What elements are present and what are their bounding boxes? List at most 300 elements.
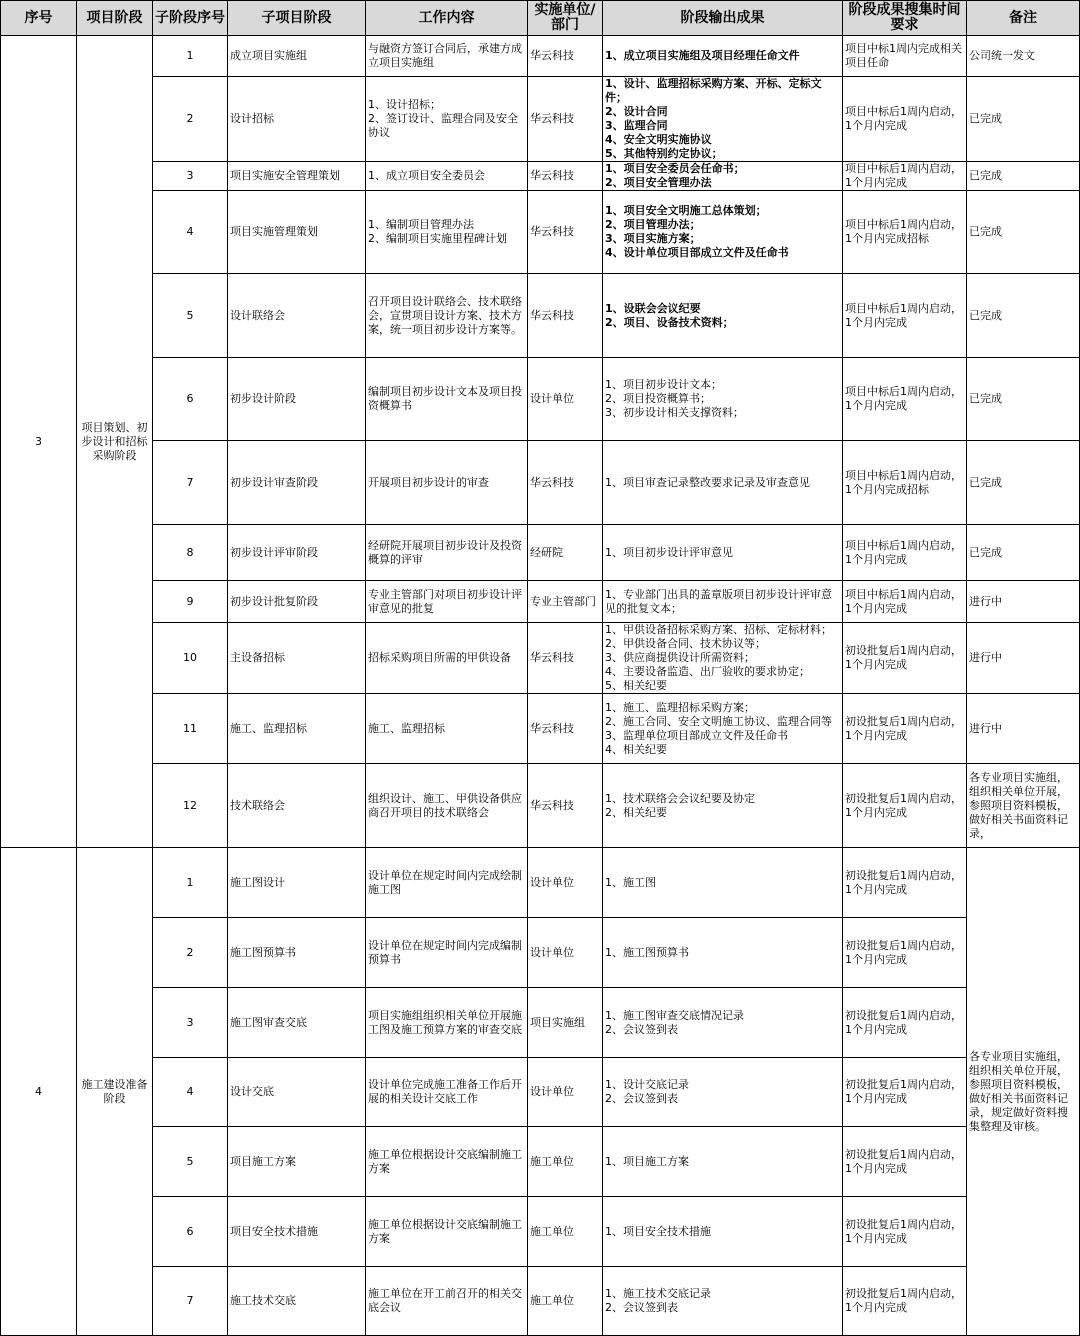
unit-cell bbox=[528, 1267, 603, 1336]
header-phase: 项目阶段 bbox=[77, 1, 153, 36]
header-sub-phase: 子项目阶段 bbox=[228, 1, 366, 36]
time-requirement-cell-line: 初设批复后1周内启动，1个月内完成 bbox=[845, 938, 962, 966]
time-requirement-cell bbox=[843, 525, 967, 581]
output-cell-line: 2、项目、设备技术资料； bbox=[605, 315, 734, 329]
table-row bbox=[1, 358, 1080, 441]
unit-cell-line: 华云科技 bbox=[530, 169, 574, 182]
sub-seq-cell-line: 5 bbox=[186, 308, 194, 322]
work-content-cell-line: 开展项目初步设计的审查 bbox=[368, 475, 489, 489]
time-requirement-cell bbox=[843, 581, 967, 623]
output-cell-line: 3、项目实施方案； bbox=[605, 232, 701, 245]
sub-phase-cell bbox=[228, 358, 366, 441]
sub-phase-cell-line: 施工图审查交底 bbox=[230, 1015, 307, 1029]
sub-phase-cell-line: 初步设计批复阶段 bbox=[230, 594, 318, 608]
work-content-cell-line: 专业主管部门对项目初步设计评审意见的批复 bbox=[368, 587, 522, 615]
header-output: 阶段输出成果 bbox=[603, 1, 843, 36]
table-row bbox=[1, 918, 1080, 988]
unit-cell bbox=[528, 36, 603, 77]
unit-cell-line: 施工单位 bbox=[530, 1154, 574, 1168]
output-cell-line: 2、会议签到表 bbox=[605, 1301, 678, 1314]
output-cell-line: 5、相关纪要 bbox=[605, 679, 667, 692]
sub-phase-cell bbox=[228, 274, 366, 358]
output-cell bbox=[603, 525, 843, 581]
work-content-cell-line: 2、编制项目实施里程碑计划 bbox=[368, 232, 507, 245]
note-cell-line: 公司统一发文 bbox=[969, 49, 1035, 62]
work-content-cell bbox=[366, 623, 528, 694]
sub-seq-cell bbox=[153, 525, 228, 581]
work-content-cell bbox=[366, 581, 528, 623]
sub-phase-cell-line: 施工图设计 bbox=[230, 875, 285, 889]
output-cell-line: 2、项目管理办法； bbox=[605, 218, 701, 231]
time-requirement-cell-line: 初设批复后1周内启动，1个月内完成 bbox=[845, 1147, 962, 1175]
unit-cell-line: 经研院 bbox=[530, 545, 563, 559]
time-requirement-cell bbox=[843, 623, 967, 694]
table-row bbox=[1, 1058, 1080, 1127]
work-content-cell bbox=[366, 36, 528, 77]
work-content-cell bbox=[366, 848, 528, 918]
unit-cell-line: 施工单位 bbox=[530, 1224, 574, 1238]
unit-cell bbox=[528, 918, 603, 988]
sub-phase-cell bbox=[228, 1197, 366, 1267]
work-content-cell-line: 设计单位完成施工准备工作后开展的相关设计交底工作 bbox=[368, 1078, 522, 1105]
time-requirement-cell bbox=[843, 1197, 967, 1267]
work-content-cell-line: 施工单位在开工前召开的相关交底会议 bbox=[368, 1287, 522, 1314]
time-requirement-cell-line: 初设批复后1周内启动，1个月内完成 bbox=[845, 1217, 962, 1245]
sub-phase-cell bbox=[228, 988, 366, 1058]
output-cell-line: 1、成立项目实施组及项目经理任命文件 bbox=[605, 49, 800, 62]
work-content-cell bbox=[366, 77, 528, 162]
work-content-cell bbox=[366, 988, 528, 1058]
note-cell-line: 各专业项目实施组，组织相关单位开展，参照项目资料模板，做好相关书面资料记录，规定做好资料搜集整理及审核。 bbox=[969, 1049, 1068, 1133]
sub-seq-cell-line: 4 bbox=[186, 1085, 194, 1098]
work-content-cell-line: 组织设计、施工、甲供设备供应商召开项目的技术联络会 bbox=[368, 791, 522, 819]
sub-seq-cell bbox=[153, 77, 228, 162]
header-work-content: 工作内容 bbox=[366, 1, 528, 36]
sub-phase-cell-line: 项目施工方案 bbox=[230, 1154, 296, 1168]
work-content-cell bbox=[366, 274, 528, 358]
phase-cell-line: 项目策划、初步设计和招标采购阶段 bbox=[81, 420, 148, 462]
output-cell-line: 1、项目初步设计评审意见 bbox=[605, 545, 733, 559]
output-cell bbox=[603, 694, 843, 764]
sub-phase-cell-line: 初步设计评审阶段 bbox=[230, 545, 318, 559]
work-content-cell-line: 1、设计招标； bbox=[368, 98, 441, 111]
time-requirement-cell-line: 项目中标后1周内启动，1个月内完成 bbox=[845, 385, 962, 412]
unit-cell-line: 华云科技 bbox=[530, 112, 574, 125]
sub-phase-cell bbox=[228, 525, 366, 581]
unit-cell-line: 华云科技 bbox=[530, 721, 574, 735]
sub-seq-cell bbox=[153, 1197, 228, 1267]
table-row bbox=[1, 191, 1080, 274]
sub-seq-cell bbox=[153, 1058, 228, 1127]
sub-phase-cell-line: 施工、监理招标 bbox=[230, 721, 307, 735]
work-content-cell-line: 2、签订设计、监理合同及安全协议 bbox=[368, 112, 518, 139]
sub-phase-cell-line: 项目实施管理策划 bbox=[230, 225, 318, 238]
output-cell-line: 1、施工图审查交底情况记录 bbox=[605, 1008, 744, 1022]
output-cell-line: 4、设计单位项目部成立文件及任命书 bbox=[605, 246, 789, 259]
sub-seq-cell bbox=[153, 623, 228, 694]
output-cell-line: 1、技术联络会会议纪要及协定 bbox=[605, 791, 755, 805]
output-cell-line: 4、主要设备监造、出厂验收的要求协定； bbox=[605, 665, 810, 678]
sub-seq-cell bbox=[153, 918, 228, 988]
output-cell bbox=[603, 764, 843, 848]
output-cell-line: 1、施工图 bbox=[605, 875, 656, 889]
table-row bbox=[1, 36, 1080, 77]
work-content-cell bbox=[366, 525, 528, 581]
output-cell bbox=[603, 988, 843, 1058]
unit-cell-line: 华云科技 bbox=[530, 798, 574, 812]
output-cell-line: 3、监理单位项目部成立文件及任命书 bbox=[605, 728, 788, 742]
work-content-cell bbox=[366, 764, 528, 848]
work-content-cell bbox=[366, 1197, 528, 1267]
output-cell-line: 2、会议签到表 bbox=[605, 1092, 678, 1105]
sub-phase-cell-line: 设计交底 bbox=[230, 1085, 274, 1098]
unit-cell-line: 设计单位 bbox=[530, 1085, 574, 1098]
sub-phase-cell-line: 技术联络会 bbox=[230, 798, 285, 812]
output-cell-line: 1、设计、监理招标采购方案、开标、定标文件； bbox=[605, 77, 822, 104]
unit-cell bbox=[528, 764, 603, 848]
sub-phase-cell-line: 成立项目实施组 bbox=[230, 49, 307, 62]
sub-seq-cell bbox=[153, 441, 228, 525]
seq-cell-line: 3 bbox=[35, 434, 42, 448]
sub-seq-cell-line: 2 bbox=[186, 112, 194, 125]
sub-seq-cell bbox=[153, 162, 228, 191]
sub-phase-cell-line: 项目安全技术措施 bbox=[230, 1224, 318, 1238]
work-content-cell-line: 召开项目设计联络会、技术联络会，宣贯项目设计方案、技术方案，统一项目初步设计方案等。 bbox=[368, 294, 522, 336]
sub-seq-cell bbox=[153, 36, 228, 77]
sub-seq-cell bbox=[153, 581, 228, 623]
sub-phase-cell bbox=[228, 581, 366, 623]
output-cell bbox=[603, 623, 843, 694]
output-cell-line: 3、初步设计相关支撑资料； bbox=[605, 406, 744, 419]
sub-seq-cell bbox=[153, 274, 228, 358]
note-cell bbox=[967, 274, 1080, 358]
sub-phase-cell-line: 施工技术交底 bbox=[230, 1294, 296, 1307]
output-cell bbox=[603, 1197, 843, 1267]
time-requirement-cell bbox=[843, 162, 967, 191]
time-requirement-cell-line: 项目中标后1周内启动，1个月内完成 bbox=[845, 105, 962, 132]
unit-cell-line: 华云科技 bbox=[530, 49, 574, 62]
header-seq: 序号 bbox=[1, 1, 77, 36]
sub-seq-cell bbox=[153, 358, 228, 441]
output-cell bbox=[603, 274, 843, 358]
time-requirement-cell bbox=[843, 764, 967, 848]
table-row bbox=[1, 1127, 1080, 1197]
work-content-cell-line: 施工、监理招标 bbox=[368, 721, 445, 735]
time-requirement-cell-line: 初设批复后1周内启动，1个月内完成 bbox=[845, 714, 962, 742]
sub-seq-cell-line: 1 bbox=[186, 49, 194, 62]
sub-seq-cell bbox=[153, 1267, 228, 1336]
time-requirement-cell bbox=[843, 77, 967, 162]
unit-cell bbox=[528, 1197, 603, 1267]
note-cell bbox=[967, 623, 1080, 694]
sub-phase-cell-line: 施工图预算书 bbox=[230, 945, 296, 959]
unit-cell-line: 设计单位 bbox=[530, 392, 574, 405]
time-requirement-cell-line: 初设批复后1周内启动，1个月内完成 bbox=[845, 1008, 962, 1036]
phase-cell-line: 施工建设准备阶段 bbox=[81, 1077, 148, 1105]
work-content-cell-line: 施工单位根据设计交底编制施工方案 bbox=[368, 1217, 522, 1245]
time-requirement-cell-line: 项目中标后1周内启动，1个月内完成 bbox=[845, 538, 962, 566]
sub-seq-cell bbox=[153, 764, 228, 848]
output-cell-line: 1、项目施工方案 bbox=[605, 1154, 689, 1168]
output-cell-line: 2、相关纪要 bbox=[605, 805, 667, 819]
sub-phase-cell bbox=[228, 848, 366, 918]
time-requirement-cell bbox=[843, 358, 967, 441]
work-content-cell-line: 项目实施组组织相关单位开展施工图及施工预算方案的审查交底 bbox=[368, 1008, 522, 1036]
time-requirement-cell bbox=[843, 36, 967, 77]
note-cell bbox=[967, 77, 1080, 162]
output-cell bbox=[603, 1058, 843, 1127]
unit-cell-line: 华云科技 bbox=[530, 475, 574, 489]
sub-seq-cell-line: 2 bbox=[186, 945, 194, 959]
note-cell bbox=[967, 848, 1080, 1336]
sub-seq-cell bbox=[153, 988, 228, 1058]
unit-cell bbox=[528, 1127, 603, 1197]
time-requirement-cell bbox=[843, 1058, 967, 1127]
time-requirement-cell-line: 项目中标后1周内启动，1个月内完成 bbox=[845, 162, 962, 189]
note-cell bbox=[967, 162, 1080, 191]
header-sub-seq: 子阶段序号 bbox=[153, 1, 228, 36]
unit-cell bbox=[528, 848, 603, 918]
time-requirement-cell bbox=[843, 441, 967, 525]
work-content-cell-line: 与融资方签订合同后，承建方成立项目实施组 bbox=[368, 42, 522, 69]
table-row bbox=[1, 581, 1080, 623]
table-row bbox=[1, 694, 1080, 764]
note-cell bbox=[967, 441, 1080, 525]
note-cell bbox=[967, 764, 1080, 848]
output-cell bbox=[603, 848, 843, 918]
work-content-cell bbox=[366, 1127, 528, 1197]
sub-seq-cell-line: 4 bbox=[186, 225, 194, 238]
work-content-cell-line: 招标采购项目所需的甲供设备 bbox=[368, 651, 511, 664]
time-requirement-cell-line: 初设批复后1周内启动，1个月内完成 bbox=[845, 1287, 962, 1314]
time-requirement-cell-line: 初设批复后1周内启动，1个月内完成 bbox=[845, 1078, 962, 1105]
note-cell bbox=[967, 694, 1080, 764]
phase-cell bbox=[77, 848, 153, 1336]
unit-cell bbox=[528, 581, 603, 623]
sub-phase-cell-line: 设计招标 bbox=[230, 112, 274, 125]
work-content-cell bbox=[366, 162, 528, 191]
output-cell-line: 2、施工合同、安全文明施工协议、监理合同等 bbox=[605, 714, 832, 728]
time-requirement-cell bbox=[843, 1267, 967, 1336]
output-cell-line: 1、项目安全委员会任命书； bbox=[605, 162, 745, 175]
sub-phase-cell-line: 设计联络会 bbox=[230, 308, 285, 322]
sub-seq-cell-line: 5 bbox=[186, 1154, 194, 1168]
time-requirement-cell-line: 初设批复后1周内启动，1个月内完成 bbox=[845, 644, 962, 671]
note-cell-line: 已完成 bbox=[969, 475, 1002, 489]
sub-phase-cell bbox=[228, 1127, 366, 1197]
output-cell-line: 1、甲供设备招标采购方案、招标、定标材料； bbox=[605, 623, 832, 636]
sub-phase-cell bbox=[228, 77, 366, 162]
output-cell-line: 2、甲供设备合同、技术协议等； bbox=[605, 637, 766, 650]
unit-cell bbox=[528, 988, 603, 1058]
table-row bbox=[1, 764, 1080, 848]
time-requirement-cell bbox=[843, 918, 967, 988]
work-content-cell-line: 经研院开展项目初步设计及投资概算的评审 bbox=[368, 538, 522, 566]
work-content-cell bbox=[366, 358, 528, 441]
sub-seq-cell-line: 10 bbox=[183, 651, 197, 664]
sub-seq-cell bbox=[153, 1127, 228, 1197]
seq-cell bbox=[1, 848, 77, 1336]
output-cell-line: 1、项目安全文明施工总体策划； bbox=[605, 204, 767, 217]
note-cell-line: 进行中 bbox=[969, 651, 1002, 664]
time-requirement-cell bbox=[843, 988, 967, 1058]
sub-phase-cell bbox=[228, 694, 366, 764]
unit-cell bbox=[528, 162, 603, 191]
sub-phase-cell bbox=[228, 764, 366, 848]
table-row bbox=[1, 623, 1080, 694]
output-cell-line: 1、设联会会议纪要 bbox=[605, 301, 701, 315]
sub-seq-cell-line: 12 bbox=[183, 798, 197, 812]
header-time-requirement: 阶段成果搜集时间要求 bbox=[843, 1, 967, 36]
seq-cell bbox=[1, 36, 77, 848]
unit-cell-line: 专业主管部门 bbox=[530, 594, 596, 608]
unit-cell bbox=[528, 358, 603, 441]
unit-cell bbox=[528, 694, 603, 764]
unit-cell bbox=[528, 1058, 603, 1127]
sub-phase-cell-line: 初步设计审查阶段 bbox=[230, 475, 318, 489]
note-cell-line: 已完成 bbox=[969, 308, 1002, 322]
sub-seq-cell bbox=[153, 694, 228, 764]
table-row bbox=[1, 988, 1080, 1058]
time-requirement-cell-line: 项目中标后1周内启动，1个月内完成 bbox=[845, 301, 962, 329]
unit-cell bbox=[528, 191, 603, 274]
unit-cell-line: 设计单位 bbox=[530, 875, 574, 889]
sub-phase-cell bbox=[228, 36, 366, 77]
sub-seq-cell-line: 9 bbox=[186, 594, 194, 608]
unit-cell bbox=[528, 441, 603, 525]
work-content-cell-line: 1、成立项目安全委员会 bbox=[368, 169, 485, 182]
table-body bbox=[1, 36, 1080, 1336]
header-note: 备注 bbox=[967, 1, 1080, 36]
time-requirement-cell-line: 项目中标1周内完成相关项目任命 bbox=[845, 42, 962, 69]
output-cell bbox=[603, 77, 843, 162]
note-cell-line: 各专业项目实施组，组织相关单位开展，参照项目资料模板，做好相关书面资料记录， bbox=[969, 770, 1068, 840]
output-cell-line: 4、安全文明实施协议 bbox=[605, 133, 712, 146]
unit-cell-line: 华云科技 bbox=[530, 651, 574, 664]
output-cell-line: 2、会议签到表 bbox=[605, 1022, 678, 1036]
note-cell-line: 已完成 bbox=[969, 112, 1002, 125]
output-cell-line: 2、项目投资概算书； bbox=[605, 392, 711, 405]
output-cell-line: 3、供应商提供设计所需资料； bbox=[605, 651, 755, 664]
sub-seq-cell bbox=[153, 848, 228, 918]
sub-seq-cell-line: 7 bbox=[186, 475, 194, 489]
work-content-cell-line: 1、编制项目管理办法 bbox=[368, 218, 474, 231]
work-content-cell bbox=[366, 441, 528, 525]
time-requirement-cell-line: 项目中标后1周内启动，1个月内完成招标 bbox=[845, 218, 962, 245]
time-requirement-cell-line: 项目中标后1周内启动，1个月内完成招标 bbox=[845, 468, 962, 496]
note-cell-line: 已完成 bbox=[969, 169, 1002, 182]
note-cell bbox=[967, 581, 1080, 623]
note-cell-line: 已完成 bbox=[969, 545, 1002, 559]
unit-cell bbox=[528, 623, 603, 694]
phase-cell bbox=[77, 36, 153, 848]
sub-phase-cell-line: 初步设计阶段 bbox=[230, 392, 296, 405]
output-cell-line: 2、项目安全管理办法 bbox=[605, 176, 712, 189]
output-cell bbox=[603, 191, 843, 274]
table-row bbox=[1, 441, 1080, 525]
work-content-cell-line: 设计单位在规定时间内完成编制预算书 bbox=[368, 938, 522, 966]
output-cell-line: 1、施工图预算书 bbox=[605, 945, 689, 959]
work-content-cell-line: 设计单位在规定时间内完成绘制施工图 bbox=[368, 868, 522, 896]
output-cell-line: 1、设计交底记录 bbox=[605, 1078, 689, 1091]
unit-cell bbox=[528, 274, 603, 358]
unit-cell bbox=[528, 77, 603, 162]
table-row bbox=[1, 77, 1080, 162]
work-content-cell bbox=[366, 1267, 528, 1336]
time-requirement-cell-line: 项目中标后1周内启动，1个月内完成 bbox=[845, 587, 962, 615]
sub-seq-cell-line: 7 bbox=[186, 1294, 194, 1307]
unit-cell-line: 华云科技 bbox=[530, 308, 574, 322]
note-cell bbox=[967, 191, 1080, 274]
sub-seq-cell-line: 1 bbox=[186, 875, 194, 889]
sub-seq-cell-line: 6 bbox=[186, 1224, 194, 1238]
sub-seq-cell-line: 3 bbox=[186, 169, 194, 182]
sub-seq-cell-line: 8 bbox=[186, 545, 194, 559]
time-requirement-cell bbox=[843, 1127, 967, 1197]
output-cell-line: 1、项目审查记录整改要求记录及审查意见 bbox=[605, 475, 810, 489]
header-unit: 实施单位/部门 bbox=[528, 1, 603, 36]
work-content-cell bbox=[366, 918, 528, 988]
sub-phase-cell bbox=[228, 1058, 366, 1127]
time-requirement-cell bbox=[843, 191, 967, 274]
work-content-cell bbox=[366, 694, 528, 764]
table-row bbox=[1, 848, 1080, 918]
output-cell bbox=[603, 441, 843, 525]
unit-cell-line: 设计单位 bbox=[530, 945, 574, 959]
output-cell-line: 1、项目初步设计文本； bbox=[605, 378, 722, 391]
output-cell-line: 5、其他特别约定协议； bbox=[605, 147, 723, 160]
output-cell bbox=[603, 36, 843, 77]
note-cell bbox=[967, 525, 1080, 581]
table-row bbox=[1, 274, 1080, 358]
output-cell-line: 1、施工技术交底记录 bbox=[605, 1287, 711, 1300]
sub-seq-cell-line: 3 bbox=[186, 1015, 194, 1029]
sub-phase-cell bbox=[228, 441, 366, 525]
time-requirement-cell-line: 初设批复后1周内启动，1个月内完成 bbox=[845, 791, 962, 819]
table-row bbox=[1, 525, 1080, 581]
note-cell-line: 进行中 bbox=[969, 721, 1002, 735]
seq-cell-line: 4 bbox=[35, 1084, 42, 1098]
output-cell bbox=[603, 918, 843, 988]
sub-phase-cell-line: 项目实施安全管理策划 bbox=[230, 169, 340, 182]
table-row bbox=[1, 162, 1080, 191]
output-cell bbox=[603, 1267, 843, 1336]
output-cell-line: 4、相关纪要 bbox=[605, 742, 667, 756]
sub-phase-cell-line: 主设备招标 bbox=[230, 651, 285, 664]
work-content-cell bbox=[366, 191, 528, 274]
sub-phase-cell bbox=[228, 623, 366, 694]
sub-seq-cell bbox=[153, 191, 228, 274]
sub-seq-cell-line: 6 bbox=[186, 392, 194, 405]
time-requirement-cell bbox=[843, 274, 967, 358]
note-cell-line: 已完成 bbox=[969, 225, 1002, 238]
work-content-cell-line: 编制项目初步设计文本及项目投资概算书 bbox=[368, 385, 522, 412]
unit-cell-line: 华云科技 bbox=[530, 225, 574, 238]
time-requirement-cell bbox=[843, 848, 967, 918]
table-row bbox=[1, 1267, 1080, 1336]
unit-cell-line: 施工单位 bbox=[530, 1294, 574, 1307]
sub-phase-cell bbox=[228, 191, 366, 274]
time-requirement-cell bbox=[843, 694, 967, 764]
output-cell bbox=[603, 358, 843, 441]
note-cell bbox=[967, 358, 1080, 441]
sub-phase-cell bbox=[228, 918, 366, 988]
work-content-cell bbox=[366, 1058, 528, 1127]
table-header-row bbox=[1, 1, 1080, 36]
sub-phase-cell bbox=[228, 1267, 366, 1336]
output-cell-line: 2、设计合同 bbox=[605, 105, 668, 118]
output-cell bbox=[603, 581, 843, 623]
